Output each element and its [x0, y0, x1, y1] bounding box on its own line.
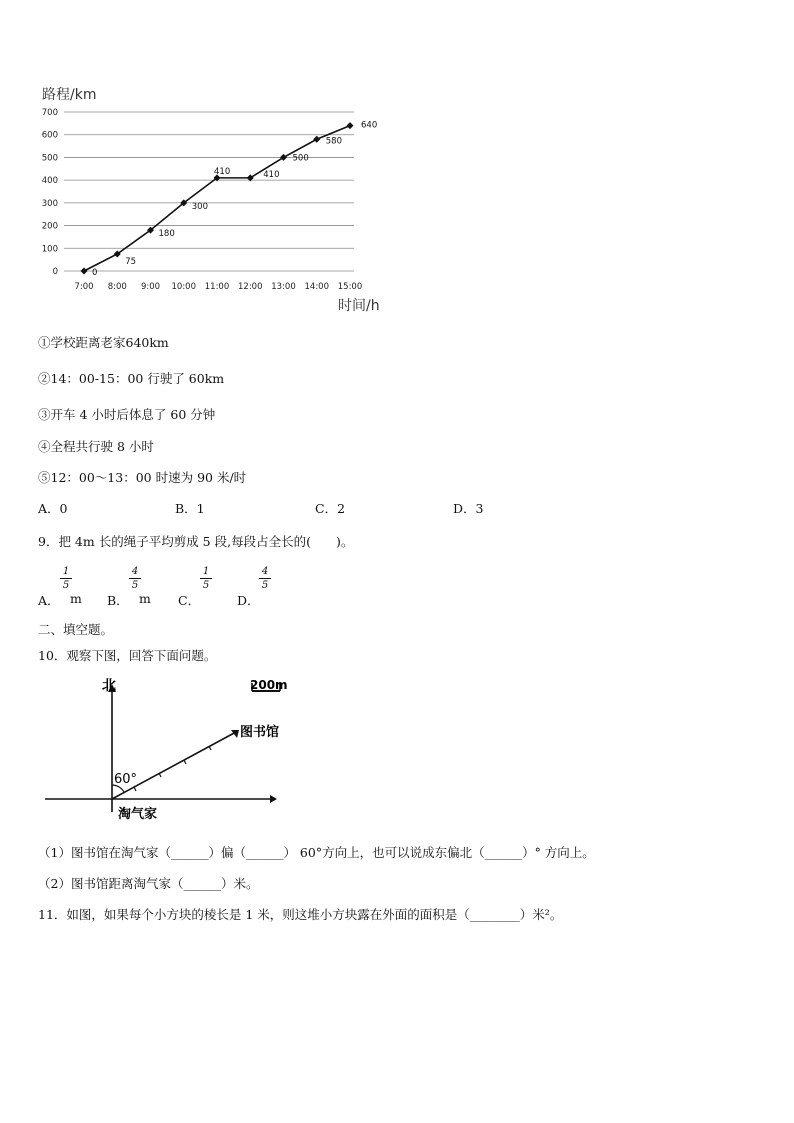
fraction-denominator: 5 [131, 580, 139, 591]
x-tick-label: 9:00 [140, 282, 161, 292]
fraction-numerator: 1 [62, 566, 70, 577]
q8-option-b: B．1 [175, 501, 205, 516]
library-direction-line [112, 732, 236, 799]
q8-option-d: D．3 [453, 501, 484, 516]
q10-sub-2: （2）图书馆距离淘气家（______）米。 [38, 876, 259, 891]
x-tick-label: 10:00 [171, 282, 196, 292]
fraction-denominator: 5 [261, 580, 269, 591]
q8-option-a: A．0 [38, 501, 68, 516]
chart-x-axis-title: 时间/h [338, 298, 380, 314]
east-arrowhead [270, 795, 277, 803]
distance-series-line [84, 126, 350, 271]
q9-option-c-letter: C． [178, 593, 201, 608]
q9-option-a-fraction [58, 566, 74, 591]
q9-option-d-fraction [257, 566, 273, 591]
x-tick-label: 8:00 [107, 282, 127, 292]
fraction-numerator: 4 [131, 566, 139, 577]
scale-label: 200m [250, 678, 288, 692]
y-tick-label: 200 [41, 221, 58, 232]
data-point [280, 154, 287, 161]
distance-time-line-chart [30, 100, 400, 300]
y-tick-label: 700 [41, 108, 58, 118]
y-tick-label: 0 [52, 267, 58, 277]
q9-stem: 9．把 4m 长的绳子平均剪成 5 段,每段占全长的( )。 [38, 534, 354, 549]
q9-option-b-fraction [127, 566, 143, 591]
q8-option-c: C．2 [315, 501, 346, 516]
q11-stem: 11．如图，如果每个小方块的棱长是 1 米，则这堆小方块露在外面的面积是（________）米²。 [38, 907, 563, 922]
data-label: 410 [214, 166, 231, 177]
x-tick-label: 11:00 [204, 282, 230, 292]
fraction-denominator: 5 [62, 580, 70, 591]
north-label: 北 [102, 678, 116, 694]
chart-y-axis-title: 路程/km [42, 87, 97, 103]
y-tick-label: 600 [41, 130, 58, 141]
statement-4: ④全程共行驶 8 小时 [38, 439, 154, 454]
x-tick-label: 7:00 [74, 282, 94, 292]
x-tick-label: 14:00 [304, 282, 329, 292]
q9-option-c-fraction [198, 566, 214, 591]
fraction-denominator: 5 [202, 580, 210, 591]
scale-tick [184, 760, 186, 764]
data-label: 500 [292, 153, 309, 164]
x-tick-label: 12:00 [238, 282, 263, 292]
fraction-numerator: 1 [202, 566, 210, 577]
data-label: 0 [92, 268, 98, 278]
data-label: 580 [325, 136, 342, 147]
data-point [81, 268, 88, 275]
home-label: 淘气家 [118, 807, 158, 822]
fraction-numerator: 4 [261, 566, 269, 577]
x-tick-label: 15:00 [337, 282, 363, 292]
q9-option-b-unit: m [139, 591, 151, 606]
y-tick-label: 500 [41, 153, 58, 164]
statement-3: ③开车 4 小时后体息了 60 分钟 [38, 407, 216, 422]
data-label: 300 [191, 201, 208, 212]
statement-2: ②14：00-15：00 行驶了 60km [38, 371, 225, 386]
y-tick-label: 400 [41, 176, 58, 187]
q9-option-a-unit: m [70, 591, 82, 606]
q9-option-b-letter: B． [107, 593, 129, 608]
direction-diagram [40, 672, 320, 830]
library-label: 图书馆 [240, 725, 280, 740]
statement-1: ①学校距离老家640km [38, 335, 169, 350]
data-label: 640 [361, 120, 378, 131]
section-2-heading: 二、填空题。 [38, 622, 114, 637]
data-label: 75 [125, 256, 137, 267]
data-point [347, 122, 354, 129]
scale-tick [134, 787, 136, 791]
data-label: 180 [158, 229, 175, 240]
y-tick-label: 300 [41, 198, 58, 209]
q10-sub-1: （1）图书馆在淘气家（______）偏（______） 60°方向上，也可以说成东偏北（______）° 方向上。 [38, 845, 595, 860]
statement-5: ⑤12：00～13：00 时速为 90 米/时 [38, 470, 247, 485]
y-tick-label: 100 [41, 244, 58, 255]
angle-label: 60° [114, 772, 138, 787]
data-point [313, 136, 320, 143]
q9-option-a-letter: A． [38, 593, 60, 608]
x-tick-label: 13:00 [271, 282, 296, 292]
q10-stem: 10．观察下图，回答下面问题。 [38, 648, 217, 663]
q9-option-d-letter: D． [237, 593, 260, 608]
data-label: 410 [263, 169, 280, 180]
